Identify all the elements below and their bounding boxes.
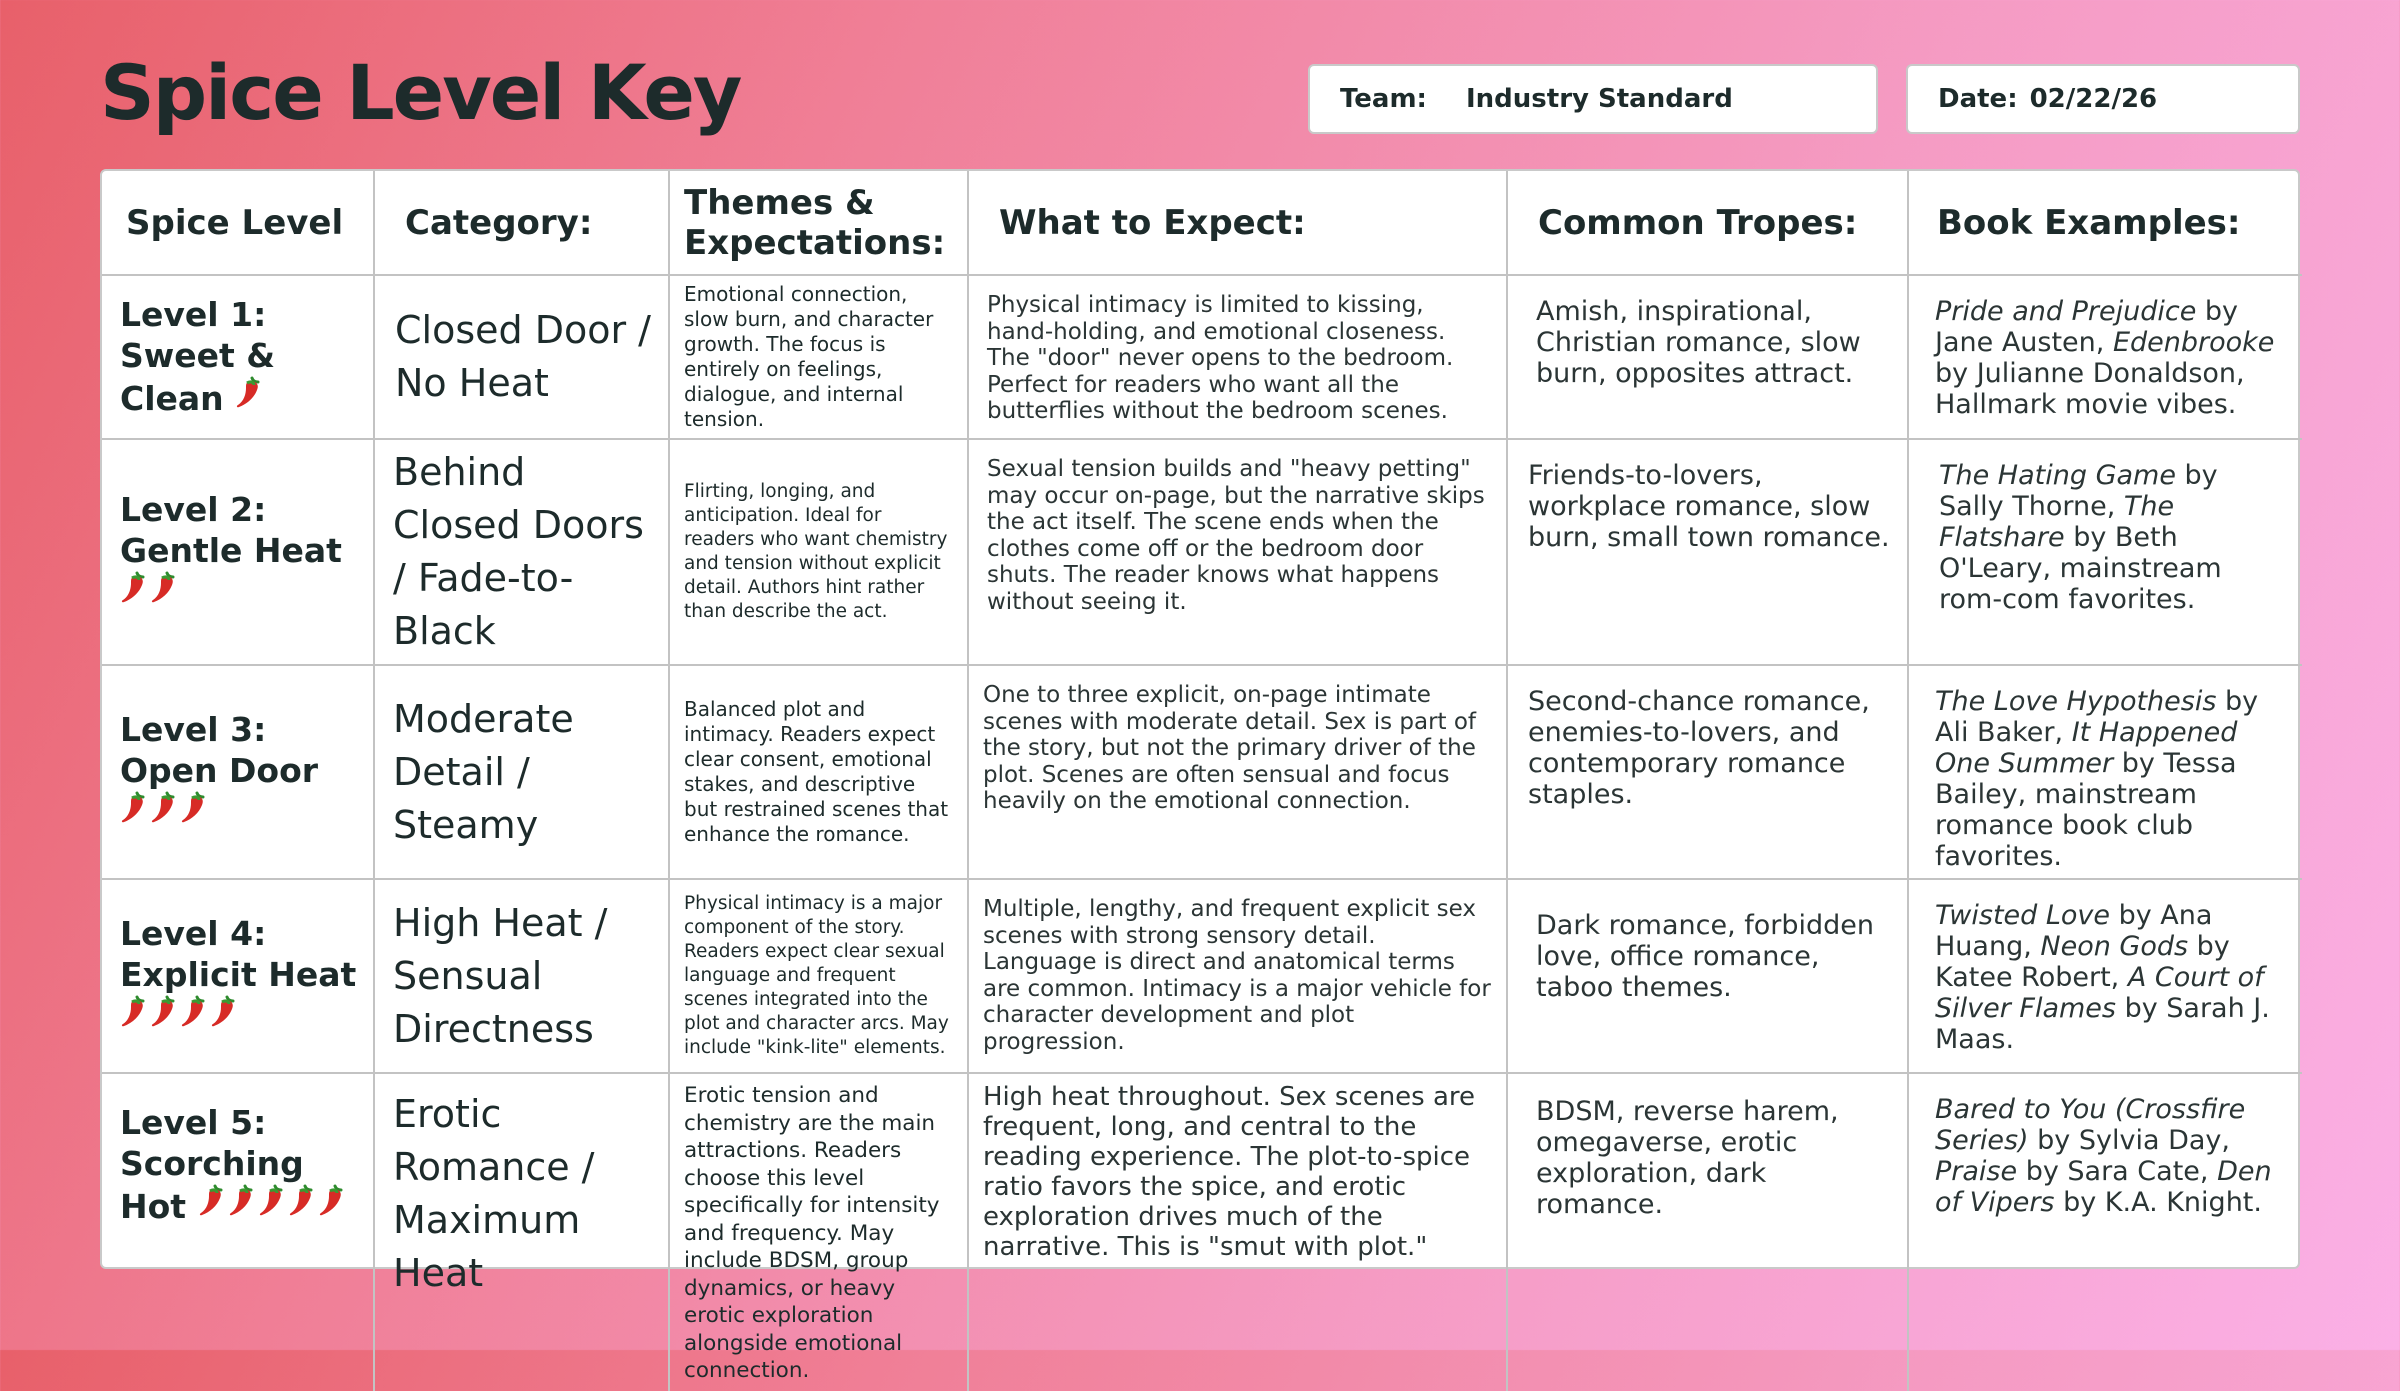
team-label: Team: — [1340, 84, 1427, 114]
category-cell: Erotic Romance / Maximum Heat — [374, 1073, 669, 1391]
chili-rating — [235, 379, 265, 418]
tropes-cell: Second-chance romance, enemies-to-lovers, and contemporary romance staples. — [1507, 665, 1908, 879]
books-cell — [1908, 1073, 2302, 1391]
date-field[interactable] — [1906, 64, 2300, 134]
book-author-text: by Sara Cate, — [2017, 1156, 2218, 1187]
themes-cell: Flirting, longing, and anticipation. Ideal for readers who want chemistry and tension without explicit detail. Authors hint rather than describe the act. — [669, 439, 968, 665]
book-author-text: by K.A. Knight. — [2054, 1187, 2262, 1218]
book-author-text: by Ana Huang, — [1935, 900, 2213, 962]
book-title: Praise — [1935, 1156, 2018, 1187]
chili-pepper-icon — [180, 995, 210, 1040]
level-cell — [102, 879, 374, 1073]
header-common-tropes: Common Tropes: — [1507, 171, 1908, 275]
header-what-to-expect: What to Expect: — [968, 171, 1507, 275]
book-title: Neon Gods — [2040, 931, 2189, 962]
book-author-text: by Sarah J. Maas. — [1935, 993, 2270, 1055]
team-field[interactable] — [1308, 64, 1878, 134]
table-row — [102, 275, 2302, 439]
book-author-text: by Jane Austen, — [1935, 296, 2239, 358]
book-title: Bared to You (Crossfire Series) — [1935, 1094, 2246, 1156]
table-row — [102, 879, 2302, 1073]
header-book-examples: Book Examples: — [1908, 171, 2302, 275]
chili-pepper-icon — [120, 571, 150, 616]
chili-rating — [120, 574, 180, 613]
level-cell — [102, 275, 374, 439]
chili-pepper-icon — [150, 571, 180, 616]
header-themes: Themes & Expectations: — [669, 171, 968, 275]
chili-pepper-icon — [258, 1184, 288, 1229]
expect-cell: High heat throughout. Sex scenes are frequent, long, and central to the reading experience. The plot-to-spice ratio favors the spice, and erotic exploration drives much of the narrative. This is "smut with plot." — [968, 1073, 1507, 1391]
tropes-cell: Friends-to-lovers, workplace romance, slow burn, small town romance. — [1507, 439, 1908, 665]
date-label: Date: — [1938, 84, 2018, 114]
level-cell — [102, 1073, 374, 1391]
tropes-cell: BDSM, reverse harem, omegaverse, erotic exploration, dark romance. — [1507, 1073, 1908, 1391]
book-title: A Court of Silver Flames — [1935, 962, 2264, 1024]
book-author-text: by Beth O'Leary, mainstream rom-com favorites. — [1939, 522, 2222, 615]
expect-cell: Physical intimacy is limited to kissing, hand-holding, and emotional closeness. The "door" never opens to the bedroom. Perfect for readers who want all the butterflies without the bedroom scenes. — [968, 275, 1507, 439]
books-cell — [1908, 439, 2302, 665]
level-label: Level 4: Explicit Heat — [120, 913, 357, 994]
book-title: Den of Vipers — [1935, 1156, 2272, 1218]
chili-pepper-icon — [150, 791, 180, 836]
book-author-text: by Sylvia Day, — [2028, 1125, 2230, 1156]
header-spice-level: Spice Level — [102, 171, 374, 275]
books-cell — [1908, 275, 2302, 439]
expect-cell: Sexual tension builds and "heavy petting" may occur on-page, but the narrative skips the act itself. The scene ends when the clothes come off or the bedroom door shuts. The reader knows what happens without seeing it. — [968, 439, 1507, 665]
header-category: Category: — [374, 171, 669, 275]
themes-cell: Physical intimacy is a major component of the story. Readers expect clear sexual language and frequent scenes integrated into the plot and character arcs. May include "kink-lite" elements. — [669, 879, 968, 1073]
book-author-text: by Sally Thorne, — [1939, 460, 2218, 522]
tropes-cell: Dark romance, forbidden love, office romance, taboo themes. — [1507, 879, 1908, 1073]
tropes-cell: Amish, inspirational, Christian romance, slow burn, opposites attract. — [1507, 275, 1908, 439]
category-cell: High Heat / Sensual Directness — [374, 879, 669, 1073]
book-title: The Hating Game — [1939, 460, 2176, 491]
chili-rating — [198, 1187, 348, 1226]
level-label: Level 3: Open Door — [120, 709, 319, 790]
level-label: Level 5: Scorching Hot — [120, 1103, 304, 1226]
chili-pepper-icon — [180, 791, 210, 836]
page-title: Spice Level Key — [100, 48, 741, 137]
book-author-text: by Julianne Donaldson, Hallmark movie vibes. — [1935, 358, 2245, 420]
table-row — [102, 665, 2302, 879]
chili-pepper-icon — [150, 995, 180, 1040]
chili-pepper-icon — [318, 1184, 348, 1229]
category-cell: Behind Closed Doors / Fade-to-Black — [374, 439, 669, 665]
expect-cell: Multiple, lengthy, and frequent explicit sex scenes with strong sensory detail. Language is direct and anatomical terms are common. Intimacy is a major vehicle for character development and plot progression. — [968, 879, 1507, 1073]
team-value: Industry Standard — [1466, 84, 1733, 114]
chili-pepper-icon — [235, 376, 265, 421]
book-author-text: by Tessa Bailey, mainstream romance book club favorites. — [1935, 748, 2237, 872]
level-label: Level 1: Sweet & Clean — [120, 294, 276, 418]
chili-pepper-icon — [120, 995, 150, 1040]
book-author-text: by Katee Robert, — [1935, 931, 2230, 993]
category-cell: Moderate Detail / Steamy — [374, 665, 669, 879]
chili-pepper-icon — [210, 995, 240, 1040]
book-title: The Love Hypothesis — [1935, 686, 2217, 717]
themes-cell: Emotional connection, slow burn, and character growth. The focus is entirely on feelings, dialogue, and internal tension. — [669, 275, 968, 439]
level-label: Level 2: Gentle Heat — [120, 489, 342, 570]
level-cell — [102, 439, 374, 665]
book-title: It Happened One Summer — [1935, 717, 2238, 779]
chili-pepper-icon — [288, 1184, 318, 1229]
books-cell — [1908, 879, 2302, 1073]
table-row — [102, 439, 2302, 665]
book-title: The Flatshare — [1939, 491, 2175, 553]
category-cell: Closed Door / No Heat — [374, 275, 669, 439]
books-cell — [1908, 665, 2302, 879]
spice-level-table — [100, 169, 2300, 1383]
expect-cell: One to three explicit, on-page intimate scenes with moderate detail. Sex is part of the story, but not the primary driver of the plot. Scenes are often sensual and focus heavily on the emotional connection. — [968, 665, 1507, 879]
date-value: 02/22/26 — [2029, 84, 2158, 114]
level-cell — [102, 665, 374, 879]
book-title: Pride and Prejudice — [1935, 296, 2197, 327]
chili-pepper-icon — [198, 1184, 228, 1229]
book-title: Edenbrooke — [2112, 327, 2275, 358]
header-row — [102, 171, 2302, 275]
themes-cell: Erotic tension and chemistry are the main attractions. Readers choose this level specifically for intensity and frequency. May include BDSM, group dynamics, or heavy erotic exploration alongside emotional connection. — [669, 1073, 968, 1391]
themes-cell: Balanced plot and intimacy. Readers expect clear consent, emotional stakes, and descriptive but restrained scenes that enhance the romance. — [669, 665, 968, 879]
chili-pepper-icon — [120, 791, 150, 836]
chili-rating — [120, 998, 240, 1037]
chili-rating — [120, 794, 210, 833]
chili-pepper-icon — [228, 1184, 258, 1229]
table-row — [102, 1073, 2302, 1391]
book-author-text: by Ali Baker, — [1935, 686, 2259, 748]
book-title: Twisted Love — [1935, 900, 2111, 931]
